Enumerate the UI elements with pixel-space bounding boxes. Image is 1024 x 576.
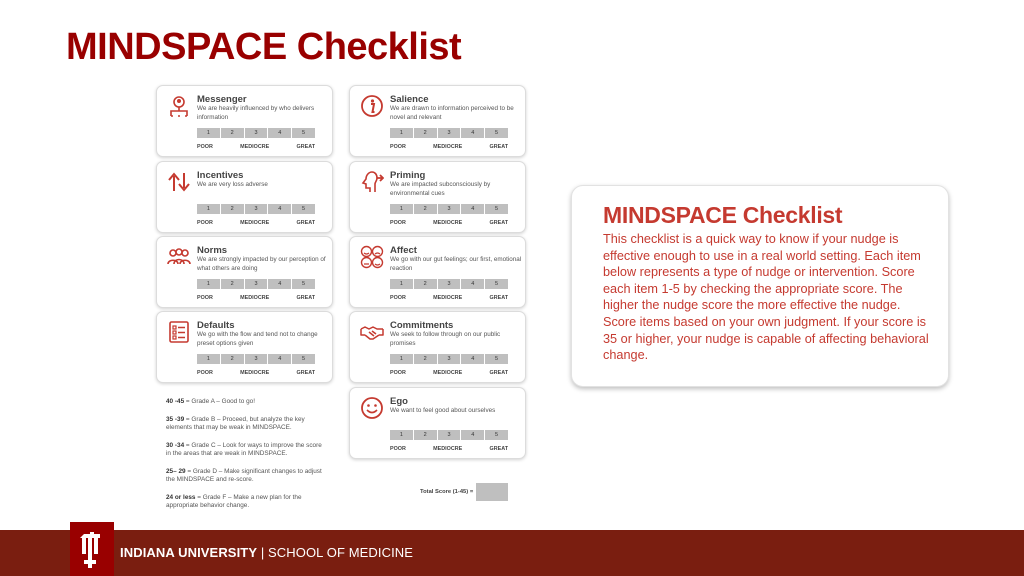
score-box-4[interactable]: 4 <box>268 279 291 289</box>
label-great: GREAT <box>489 295 508 301</box>
card-title: Incentives <box>197 170 244 181</box>
label-poor: POOR <box>197 370 213 376</box>
scale-labels <box>390 446 508 452</box>
score-box-4[interactable]: 4 <box>461 430 484 440</box>
scale-labels <box>390 370 508 376</box>
card-title: Norms <box>197 245 228 256</box>
score-scale <box>390 354 508 364</box>
label-poor: POOR <box>197 295 213 301</box>
card-description: We are heavily influenced by who delivers information <box>197 105 315 121</box>
info-icon <box>360 94 384 118</box>
grade-scale <box>166 398 326 520</box>
checklist-callout <box>571 185 949 387</box>
card-title: Messenger <box>197 94 247 105</box>
score-box-1[interactable]: 1 <box>390 279 413 289</box>
iu-trident-logo-icon <box>70 522 114 576</box>
label-great: GREAT <box>296 144 315 150</box>
score-box-1[interactable]: 1 <box>390 204 413 214</box>
label-great: GREAT <box>489 446 508 452</box>
grade-c <box>166 442 326 459</box>
label-mediocre: MEDIOCRE <box>240 295 270 301</box>
card-description: We go with our gut feelings; our first, emotional reaction <box>390 256 522 272</box>
label-mediocre: MEDIOCRE <box>433 220 463 226</box>
score-box-3[interactable]: 3 <box>438 354 461 364</box>
card-title: Priming <box>390 170 426 181</box>
card-description: We are impacted subconsciously by environmental cues <box>390 181 491 197</box>
grade-text: = Grade C – Look for ways to improve the score in the areas that are weak in MINDSPACE. <box>166 441 322 457</box>
label-great: GREAT <box>296 295 315 301</box>
score-box-1[interactable]: 1 <box>197 354 220 364</box>
score-box-2[interactable]: 2 <box>221 354 244 364</box>
score-box-5[interactable]: 5 <box>485 128 508 138</box>
grade-range: 24 or less <box>166 493 196 501</box>
label-mediocre: MEDIOCRE <box>433 295 463 301</box>
score-box-1[interactable]: 1 <box>197 279 220 289</box>
scale-labels <box>197 295 315 301</box>
label-poor: POOR <box>197 220 213 226</box>
score-scale <box>197 204 315 214</box>
grade-f <box>166 494 326 511</box>
score-box-5[interactable]: 5 <box>292 128 315 138</box>
score-scale <box>390 430 508 440</box>
card-title: Ego <box>390 396 408 407</box>
score-box-1[interactable]: 1 <box>390 128 413 138</box>
card-title: Commitments <box>390 320 454 331</box>
callout-body: This checklist is a quick way to know if your nudge is effective enough to use in a real world setting. Each item below represents a type of nudge or intervention. Score each item 1-5 by checking the appropriate score. The higher the nudge score the more effective the nudge. Score items based on your own judgment. If your score is 35 or higher, your nudge is capable of affecting behavioral change. <box>603 232 929 363</box>
grade-range: 25– 29 <box>166 467 186 475</box>
card-commitments <box>349 311 526 383</box>
card-description: We are drawn to information perceived to be novel and relevant <box>390 105 514 121</box>
score-box-2[interactable]: 2 <box>414 204 437 214</box>
total-score-label: Total Score (1-45) = <box>420 489 474 495</box>
card-ego <box>349 387 526 459</box>
grade-b <box>166 416 326 433</box>
footer-bar <box>0 530 1024 576</box>
footer-separator: | <box>257 545 269 560</box>
grade-text: = Grade B – Proceed, but analyze the key elements that may be weak in MINDSPACE. <box>166 415 305 431</box>
label-mediocre: MEDIOCRE <box>433 144 463 150</box>
total-score-box[interactable] <box>476 483 508 501</box>
label-great: GREAT <box>489 220 508 226</box>
footer-university: INDIANA UNIVERSITY <box>120 545 258 560</box>
scale-labels <box>197 144 315 150</box>
grade-range: 30 -34 <box>166 441 185 449</box>
messenger-icon <box>167 94 191 118</box>
score-box-2[interactable]: 2 <box>414 128 437 138</box>
score-box-1[interactable]: 1 <box>197 128 220 138</box>
grade-text: = Grade A – Good to go! <box>184 398 256 405</box>
footer-text <box>120 545 413 560</box>
label-poor: POOR <box>390 446 406 452</box>
scale-labels <box>390 144 508 150</box>
score-box-4[interactable]: 4 <box>461 128 484 138</box>
score-box-3[interactable]: 3 <box>245 128 268 138</box>
card-description: We are very loss adverse <box>197 181 268 188</box>
card-title: Salience <box>390 94 429 105</box>
slide-title: MINDSPACE Checklist <box>66 26 462 68</box>
scale-labels <box>390 220 508 226</box>
score-box-1[interactable]: 1 <box>390 354 413 364</box>
card-description: We seek to follow through on our public promises <box>390 331 501 347</box>
smiley-icon <box>360 396 384 420</box>
score-box-5[interactable]: 5 <box>485 354 508 364</box>
label-great: GREAT <box>489 370 508 376</box>
score-box-2[interactable]: 2 <box>221 204 244 214</box>
label-mediocre: MEDIOCRE <box>240 370 270 376</box>
score-scale <box>197 279 315 289</box>
score-box-4[interactable]: 4 <box>268 354 291 364</box>
score-box-4[interactable]: 4 <box>268 204 291 214</box>
score-scale <box>390 128 508 138</box>
score-box-5[interactable]: 5 <box>292 204 315 214</box>
card-priming <box>349 161 526 233</box>
score-box-2[interactable]: 2 <box>221 128 244 138</box>
scale-labels <box>197 220 315 226</box>
score-box-4[interactable]: 4 <box>268 128 291 138</box>
score-box-3[interactable]: 3 <box>438 204 461 214</box>
grade-text: = Grade D – Make significant changes to adjust the MINDSPACE and re-score. <box>166 467 322 483</box>
total-score <box>420 483 508 501</box>
score-scale <box>197 354 315 364</box>
scale-labels <box>197 370 315 376</box>
handshake-icon <box>360 320 384 344</box>
grade-range: 40 -45 <box>166 398 185 405</box>
card-title: Defaults <box>197 320 235 331</box>
score-box-5[interactable]: 5 <box>485 204 508 214</box>
card-norms <box>156 236 333 308</box>
score-box-3[interactable]: 3 <box>245 204 268 214</box>
score-box-3[interactable]: 3 <box>438 279 461 289</box>
label-mediocre: MEDIOCRE <box>240 144 270 150</box>
card-messenger <box>156 85 333 157</box>
label-great: GREAT <box>489 144 508 150</box>
card-description: We want to feel good about ourselves <box>390 407 496 414</box>
label-poor: POOR <box>390 220 406 226</box>
score-box-4[interactable]: 4 <box>461 279 484 289</box>
score-box-5[interactable]: 5 <box>292 279 315 289</box>
score-box-5[interactable]: 5 <box>485 430 508 440</box>
card-affect <box>349 236 526 308</box>
score-box-3[interactable]: 3 <box>245 279 268 289</box>
head-arrow-icon <box>360 170 384 194</box>
score-box-1[interactable]: 1 <box>390 430 413 440</box>
grade-a <box>166 398 326 407</box>
grade-text: = Grade F – Make a new plan for the appropriate behavior change. <box>166 493 302 509</box>
scale-labels <box>390 295 508 301</box>
label-poor: POOR <box>390 370 406 376</box>
label-poor: POOR <box>390 144 406 150</box>
grade-d <box>166 468 326 485</box>
score-scale <box>390 204 508 214</box>
score-box-4[interactable]: 4 <box>461 354 484 364</box>
card-description: We are strongly impacted by our perception of what others are doing <box>197 256 326 272</box>
label-poor: POOR <box>390 295 406 301</box>
score-box-3[interactable]: 3 <box>438 430 461 440</box>
label-mediocre: MEDIOCRE <box>433 370 463 376</box>
checklist-icon <box>167 320 191 344</box>
label-mediocre: MEDIOCRE <box>240 220 270 226</box>
score-box-3[interactable]: 3 <box>438 128 461 138</box>
callout-title: MINDSPACE Checklist <box>603 202 843 228</box>
card-defaults <box>156 311 333 383</box>
score-scale <box>390 279 508 289</box>
card-salience <box>349 85 526 157</box>
card-incentives <box>156 161 333 233</box>
grade-range: 35 -39 <box>166 415 185 423</box>
label-mediocre: MEDIOCRE <box>433 446 463 452</box>
score-box-3[interactable]: 3 <box>245 354 268 364</box>
card-description: We go with the flow and tend not to change preset options given <box>197 331 318 347</box>
label-great: GREAT <box>296 370 315 376</box>
score-box-2[interactable]: 2 <box>414 430 437 440</box>
score-box-1[interactable]: 1 <box>197 204 220 214</box>
score-box-5[interactable]: 5 <box>485 279 508 289</box>
score-box-5[interactable]: 5 <box>292 354 315 364</box>
score-box-4[interactable]: 4 <box>461 204 484 214</box>
label-poor: POOR <box>197 144 213 150</box>
card-title: Affect <box>390 245 417 256</box>
label-great: GREAT <box>296 220 315 226</box>
up-down-arrows-icon <box>167 170 191 194</box>
footer-school: SCHOOL OF MEDICINE <box>268 545 414 560</box>
score-box-2[interactable]: 2 <box>414 354 437 364</box>
score-scale <box>197 128 315 138</box>
score-box-2[interactable]: 2 <box>414 279 437 289</box>
group-icon <box>167 245 191 269</box>
score-box-2[interactable]: 2 <box>221 279 244 289</box>
emotion-faces-icon <box>360 245 384 269</box>
